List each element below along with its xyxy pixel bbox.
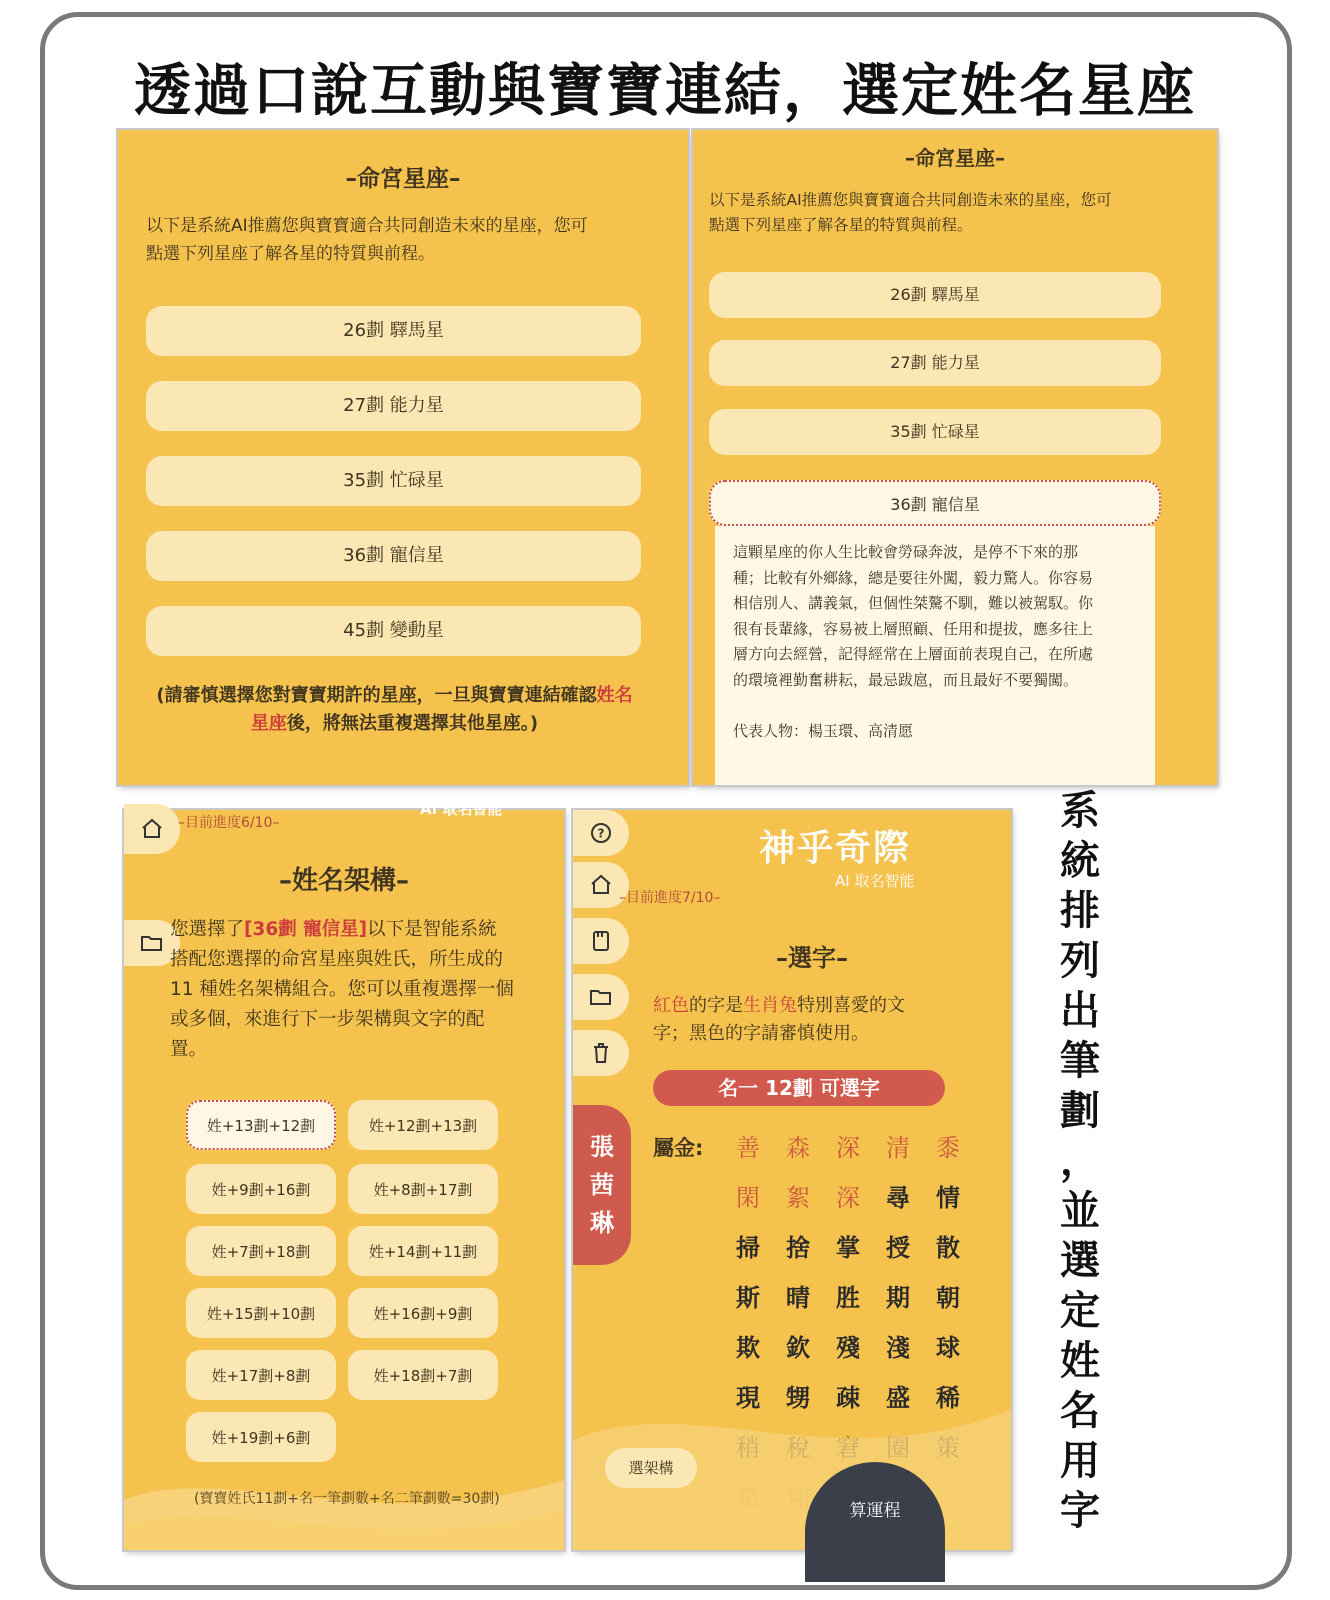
star-option-35[interactable]: 35劃 忙碌星 bbox=[146, 456, 641, 506]
caption-char: 系 bbox=[1060, 788, 1100, 834]
note-highlight: 姓名 bbox=[596, 685, 633, 706]
intro-text-part: 以下是智能系統 bbox=[367, 919, 497, 940]
trash-icon bbox=[591, 1042, 611, 1064]
home-icon bbox=[140, 817, 164, 841]
char-cell[interactable]: 甥 bbox=[786, 1383, 810, 1412]
combo-option[interactable]: 姓+15劃+10劃 bbox=[186, 1288, 336, 1338]
char-cell[interactable]: 殘 bbox=[836, 1333, 860, 1362]
home-button[interactable] bbox=[124, 804, 180, 854]
char-cell[interactable]: 絮 bbox=[786, 1183, 810, 1212]
legend-text: 字；黑色的字請審慎使用。 bbox=[653, 1023, 869, 1044]
char-cell[interactable]: 現 bbox=[736, 1383, 760, 1412]
caption-char: 定 bbox=[1060, 1288, 1100, 1334]
char-cell[interactable]: 晴 bbox=[786, 1283, 810, 1312]
home-icon bbox=[589, 873, 613, 897]
warning-note bbox=[142, 682, 647, 738]
caption-char: ， bbox=[1060, 1138, 1100, 1184]
caption-char: 劃 bbox=[1060, 1088, 1100, 1134]
section-heading: –命宮星座– bbox=[905, 146, 1005, 170]
char-cell[interactable]: 善 bbox=[736, 1133, 760, 1162]
section-heading: –命宮星座– bbox=[345, 166, 461, 192]
caption-char: 名 bbox=[1060, 1388, 1100, 1434]
combo-option[interactable]: 姓+16劃+9劃 bbox=[348, 1288, 498, 1338]
char-cell[interactable]: 捨 bbox=[786, 1233, 810, 1262]
char-cell[interactable]: 胜 bbox=[836, 1283, 860, 1312]
intro-line: 點選下列星座了解各星的特質與前程。 bbox=[709, 216, 973, 234]
star-option-27[interactable]: 27劃 能力星 bbox=[709, 340, 1161, 386]
name-tab[interactable] bbox=[573, 1105, 631, 1265]
star-option-26[interactable]: 26劃 驛馬星 bbox=[709, 272, 1161, 318]
caption-char: 並 bbox=[1060, 1188, 1100, 1234]
star-option-26[interactable]: 26劃 驛馬星 bbox=[146, 306, 641, 356]
char-cell[interactable]: 黍 bbox=[936, 1133, 960, 1162]
char-row bbox=[723, 1270, 973, 1320]
detail-line: 相信別人、講義氣，但個性桀驁不馴，難以被駕馭。你 bbox=[733, 594, 1094, 612]
notebook-icon bbox=[591, 930, 611, 952]
char-cell[interactable]: 欽 bbox=[786, 1333, 810, 1362]
selected-star-highlight: [36劃 寵信星] bbox=[244, 919, 368, 940]
char-cell[interactable]: 盛 bbox=[886, 1383, 910, 1412]
char-cell[interactable]: 情 bbox=[936, 1183, 960, 1212]
detail-line: 的環境裡勤奮耕耘，最忌跋扈，而且最好不要獨闖。 bbox=[733, 670, 1079, 689]
combo-option[interactable]: 姓+17劃+8劃 bbox=[186, 1350, 336, 1400]
main-title: 透過口說互動與寶寶連結，選定姓名星座 bbox=[134, 58, 1196, 124]
element-label: 屬金: bbox=[653, 1136, 704, 1160]
detail-line: 層方向去經營，記得經常在上層面前表現自己，在所處 bbox=[733, 645, 1094, 663]
char-cell[interactable]: 掃 bbox=[736, 1233, 760, 1262]
svg-text:?: ? bbox=[597, 826, 605, 841]
fortune-button[interactable]: 算運程 bbox=[805, 1462, 945, 1582]
caption-char: 筆 bbox=[1060, 1038, 1100, 1084]
choose-structure-button[interactable]: 選架構 bbox=[605, 1448, 697, 1488]
help-icon bbox=[590, 822, 612, 844]
char-cell[interactable]: 斯 bbox=[736, 1283, 760, 1312]
star-option-45[interactable]: 45劃 變動星 bbox=[146, 606, 641, 656]
intro-line: 點選下列星座了解各星的特質與前程。 bbox=[146, 244, 435, 264]
legend-red: 生肖兔 bbox=[743, 995, 797, 1016]
char-cell[interactable]: 森 bbox=[786, 1133, 810, 1162]
panel-name-structure bbox=[124, 800, 564, 1550]
char-cell[interactable]: 期 bbox=[886, 1283, 910, 1312]
char-row bbox=[723, 1220, 973, 1270]
intro-line: 或多個，來進行下一步架構與文字的配 bbox=[170, 1009, 485, 1030]
char-cell[interactable]: 尋 bbox=[886, 1183, 910, 1212]
folder-icon bbox=[140, 932, 164, 954]
char-cell[interactable]: 清 bbox=[886, 1133, 910, 1162]
intro-line: 置。 bbox=[170, 1039, 208, 1060]
char-cell[interactable]: 授 bbox=[886, 1233, 910, 1262]
combo-option[interactable]: 姓+13劃+12劃 bbox=[186, 1100, 336, 1150]
name-char: 琳 bbox=[590, 1209, 614, 1237]
name-char: 茜 bbox=[590, 1171, 614, 1199]
char-cell[interactable]: 深 bbox=[836, 1133, 860, 1162]
char-cell[interactable]: 朝 bbox=[936, 1283, 960, 1312]
caption-char: 列 bbox=[1060, 938, 1100, 984]
caption-char: 選 bbox=[1060, 1238, 1100, 1284]
char-row bbox=[723, 1320, 973, 1370]
intro-text-part: 您選擇了 bbox=[170, 919, 245, 940]
brand-logo-sub: AI 取名智能 bbox=[835, 872, 915, 890]
char-row bbox=[723, 1120, 973, 1170]
combo-option[interactable]: 姓+14劃+11劃 bbox=[348, 1226, 498, 1276]
char-cell[interactable]: 欺 bbox=[736, 1333, 760, 1362]
brand-logo: 神乎奇際 bbox=[759, 828, 912, 869]
intro-line: 以下是系統AI推薦您與寶寶適合共同創造未來的星座，您可 bbox=[146, 216, 588, 236]
intro-text bbox=[170, 915, 560, 1065]
star-option-35[interactable]: 35劃 忙碌星 bbox=[709, 409, 1161, 455]
caption-char: 統 bbox=[1060, 838, 1100, 884]
char-cell[interactable]: 球 bbox=[936, 1333, 960, 1362]
combo-option[interactable]: 姓+7劃+18劃 bbox=[186, 1226, 336, 1276]
legend-text: 特別喜愛的文 bbox=[797, 995, 905, 1016]
star-option-36[interactable]: 36劃 寵信星 bbox=[146, 531, 641, 581]
combo-option[interactable]: 姓+8劃+17劃 bbox=[348, 1164, 498, 1214]
intro-line: 搭配您選擇的命宮星座與姓氏，所生成的 bbox=[170, 949, 504, 970]
caption-char: 出 bbox=[1060, 988, 1100, 1034]
progress-indicator: –目前進度7/10– bbox=[619, 890, 721, 906]
panel-character-select bbox=[573, 810, 1011, 1550]
star-option-27[interactable]: 27劃 能力星 bbox=[146, 381, 641, 431]
caption-char: 排 bbox=[1060, 888, 1100, 934]
folder-button[interactable] bbox=[573, 974, 629, 1020]
combo-option[interactable]: 姓+9劃+16劃 bbox=[186, 1164, 336, 1214]
star-option-36-selected[interactable]: 36劃 寵信星 bbox=[709, 480, 1161, 526]
legend-text: 的字是 bbox=[689, 995, 743, 1016]
intro-text bbox=[709, 188, 1204, 238]
intro-text bbox=[146, 212, 666, 268]
name-char: 張 bbox=[590, 1133, 614, 1161]
representative-people: 代表人物：楊玉環、高清愿 bbox=[733, 722, 914, 740]
star-detail-card bbox=[715, 526, 1155, 785]
combo-option[interactable]: 姓+18劃+7劃 bbox=[348, 1350, 498, 1400]
char-cell[interactable]: 深 bbox=[836, 1183, 860, 1212]
note-text: 後，將無法重複選擇其他星座。) bbox=[286, 713, 539, 734]
caption-char: 用 bbox=[1060, 1438, 1100, 1484]
char-cell[interactable]: 閑 bbox=[736, 1183, 760, 1212]
side-caption bbox=[1055, 786, 1105, 1536]
combo-option[interactable]: 姓+19劃+6劃 bbox=[186, 1412, 336, 1462]
note-text: (請審慎選擇您對寶寶期許的星座，一旦與寶寶連結確認 bbox=[156, 685, 597, 706]
char-cell[interactable]: 散 bbox=[936, 1233, 960, 1262]
caption-char: 字 bbox=[1060, 1488, 1100, 1534]
color-legend-text bbox=[653, 992, 973, 1048]
note-highlight: 星座 bbox=[250, 713, 287, 734]
folder-icon bbox=[589, 986, 613, 1008]
section-heading: –姓名架構– bbox=[278, 866, 409, 896]
stroke-count-pill: 名一 12劃 可選字 bbox=[653, 1070, 945, 1106]
footer-note: (寶寶姓氏11劃+名一筆劃數+名二筆劃數=30劃) bbox=[194, 1491, 500, 1507]
char-cell[interactable]: 淺 bbox=[886, 1333, 910, 1362]
legend-red: 紅色 bbox=[653, 995, 689, 1016]
panel-constellation-detail bbox=[693, 130, 1217, 785]
progress-indicator: –目前進度6/10– bbox=[178, 815, 280, 831]
panel-constellation-list bbox=[118, 130, 688, 785]
detail-line: 這顆星座的你人生比較會勞碌奔波，是停不下來的那 bbox=[733, 543, 1079, 561]
char-cell[interactable]: 疎 bbox=[836, 1383, 860, 1412]
detail-line: 很有長輩緣，容易被上層照顧、任用和提拔，應多往上 bbox=[733, 619, 1094, 638]
detail-line: 種；比較有外鄉緣，總是要往外闖，毅力驚人。你容易 bbox=[733, 568, 1094, 587]
caption-char: 姓 bbox=[1060, 1338, 1100, 1384]
trash-button[interactable] bbox=[573, 1030, 629, 1076]
char-row bbox=[723, 1170, 973, 1220]
combo-option[interactable]: 姓+12劃+13劃 bbox=[348, 1100, 498, 1150]
logo-sub-cut: AI 取名智能 bbox=[420, 800, 503, 818]
help-button[interactable] bbox=[573, 810, 629, 856]
intro-line: 以下是系統AI推薦您與寶寶適合共同創造未來的星座，您可 bbox=[709, 191, 1112, 209]
char-cell[interactable]: 掌 bbox=[836, 1233, 860, 1262]
section-heading: –選字– bbox=[776, 944, 848, 972]
char-cell[interactable]: 稀 bbox=[936, 1383, 960, 1412]
intro-line: 11 種姓名架構組合。您可以重複選擇一個 bbox=[170, 979, 514, 1000]
